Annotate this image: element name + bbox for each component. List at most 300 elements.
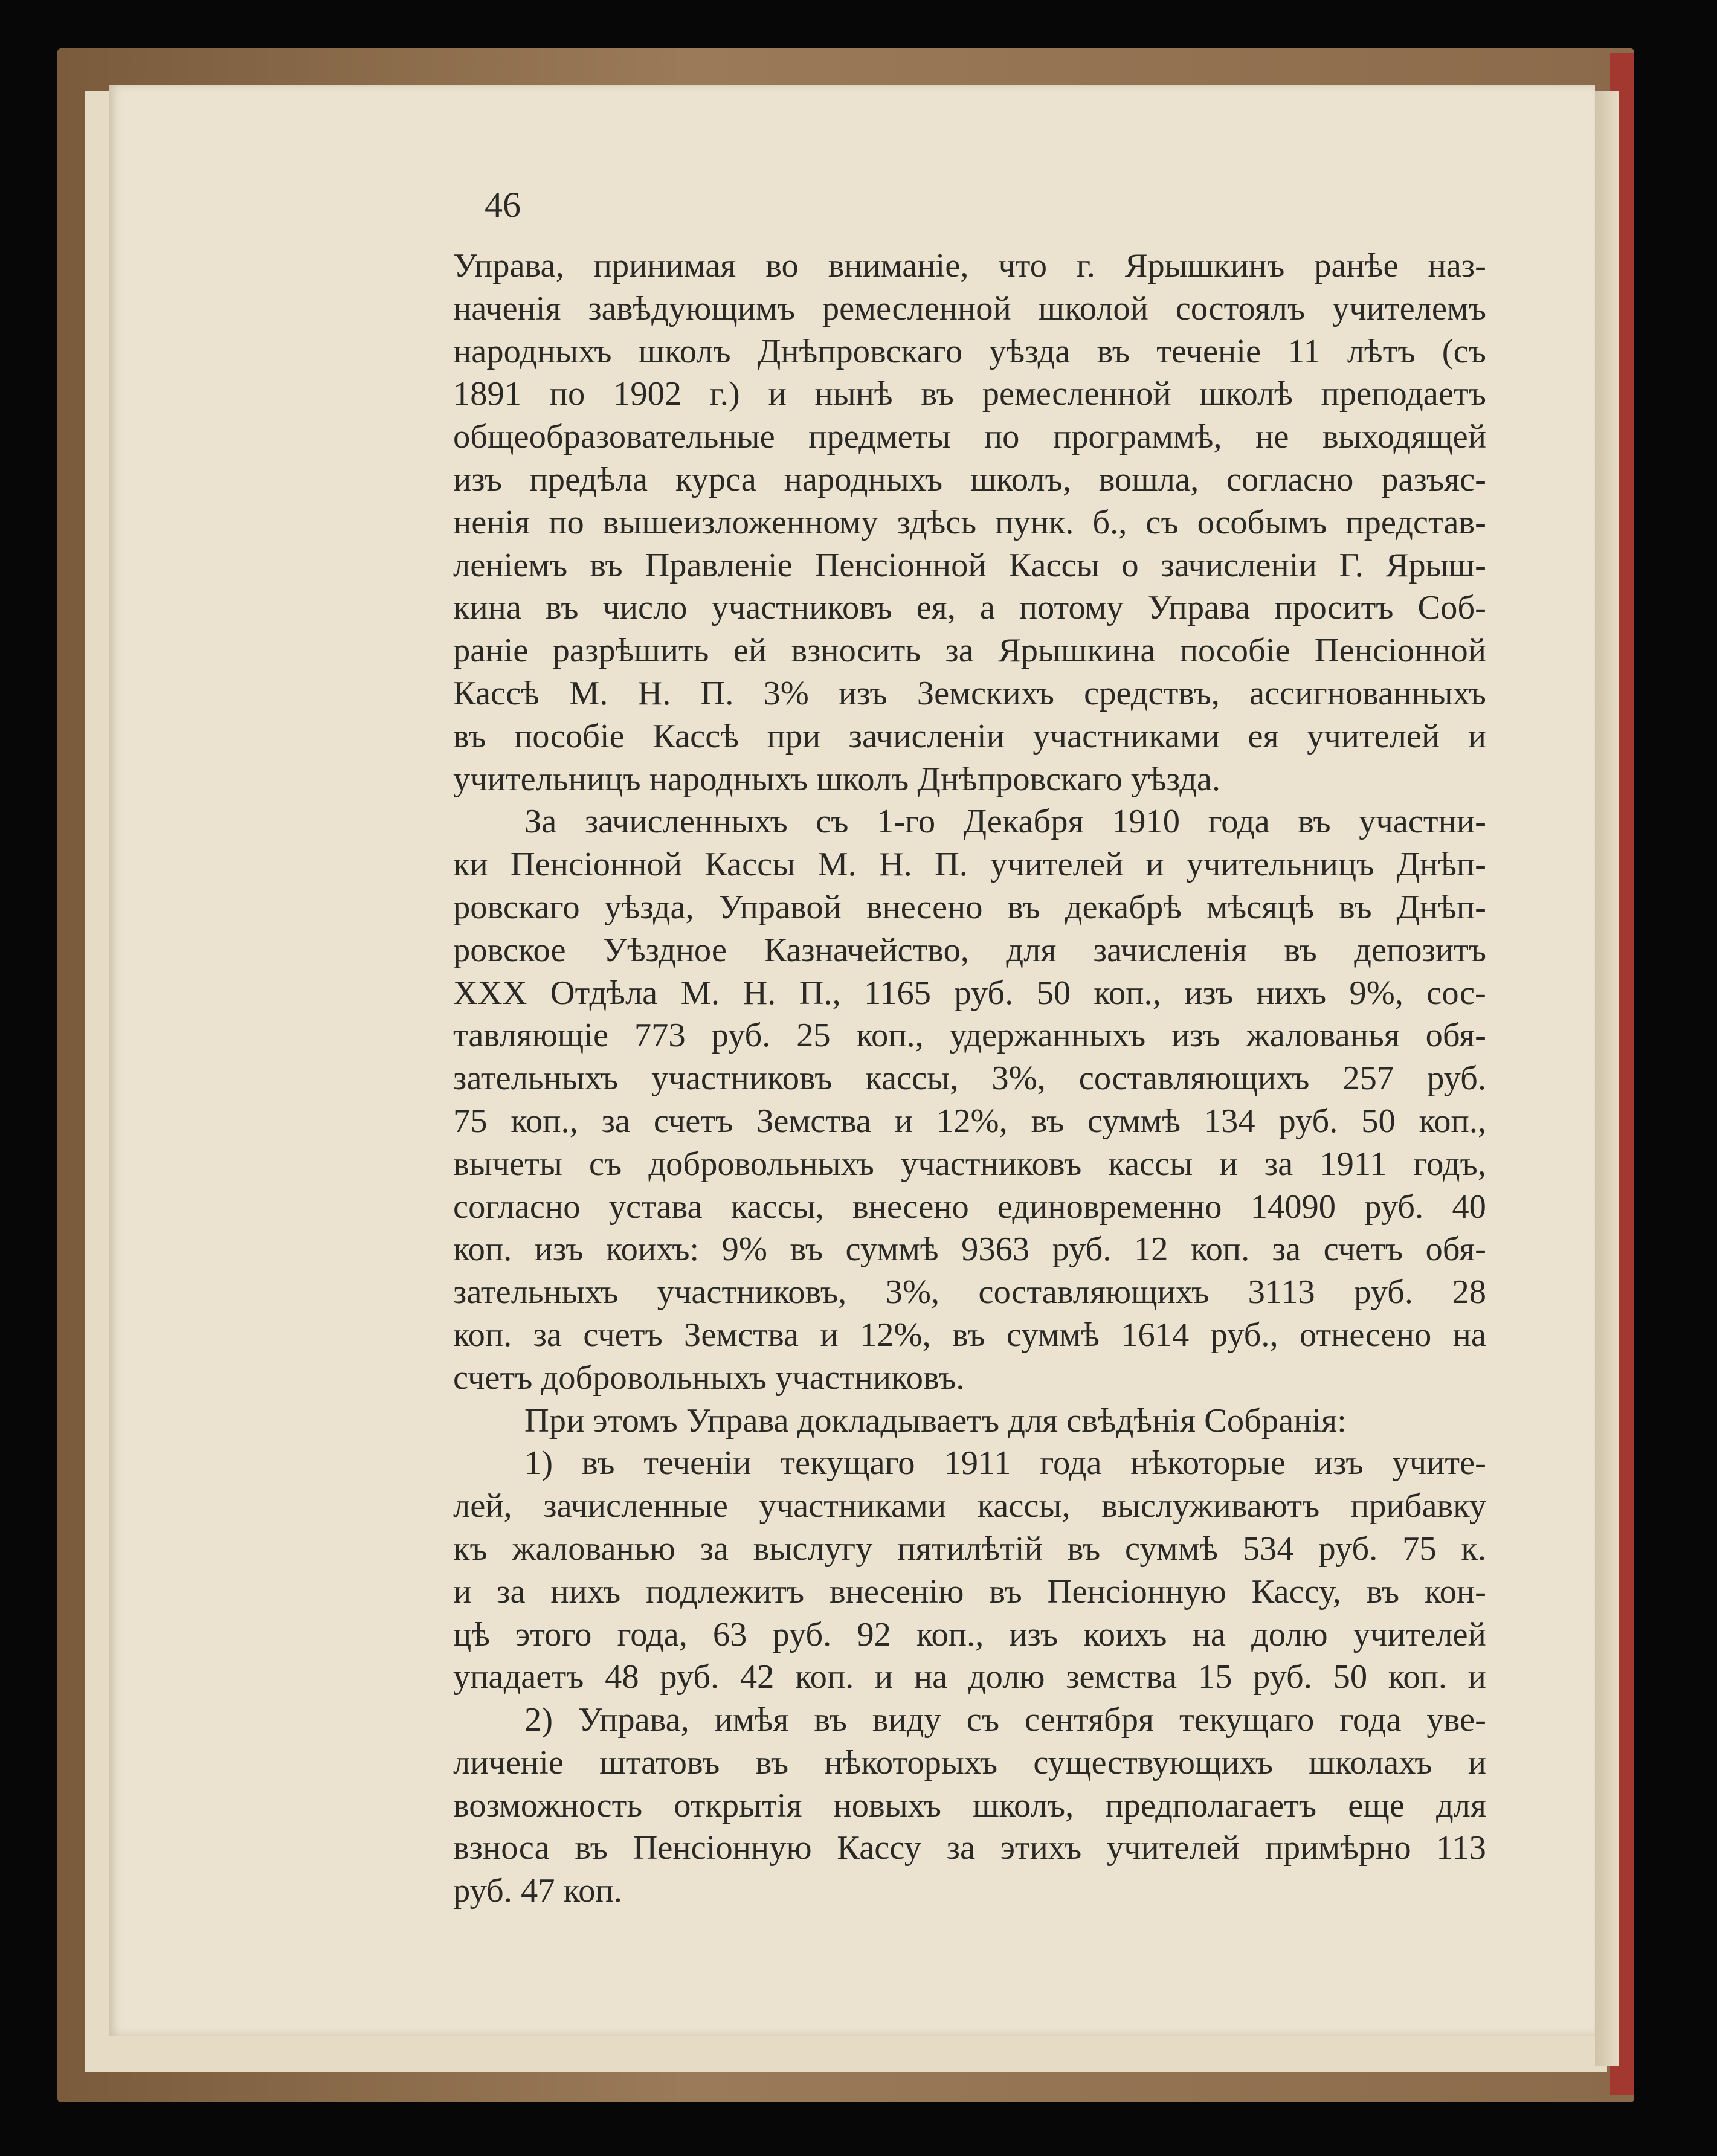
word: общеобразовательные: [453, 418, 775, 456]
word: теченіе: [1156, 332, 1261, 370]
word: школъ,: [970, 460, 1071, 498]
word: здѣсь: [897, 503, 977, 541]
word: ея: [1248, 717, 1279, 755]
word: зачисленіи: [848, 717, 1005, 755]
word: 1902: [613, 375, 682, 413]
text-line: [453, 1271, 1486, 1314]
text-line: [453, 1014, 1486, 1057]
word: предметы: [808, 418, 951, 456]
word: Управой: [718, 888, 842, 926]
word: руб.: [954, 974, 1014, 1012]
word: нѣкоторыхъ: [824, 1743, 998, 1781]
text-line: [453, 416, 1486, 459]
word: школъ: [638, 332, 731, 370]
word: проситъ: [1274, 589, 1394, 627]
word: (съ: [1442, 332, 1486, 370]
word: 48: [605, 1658, 639, 1696]
word: П.,: [799, 974, 841, 1012]
word: зательныхъ: [453, 1060, 619, 1098]
word: коп.,: [856, 1017, 924, 1055]
word: разъяс-: [1381, 460, 1486, 498]
word: 134: [1203, 1102, 1255, 1140]
body-text: [453, 245, 1486, 1913]
word: Уѣздное: [602, 931, 727, 969]
word: Пенсіонной: [510, 846, 682, 884]
text-line: [453, 587, 1486, 629]
word: суммѣ: [1087, 1102, 1181, 1140]
word: по: [549, 503, 584, 541]
word: суммѣ: [845, 1231, 939, 1269]
word: въ: [1007, 888, 1040, 926]
word: долю: [1251, 1615, 1328, 1653]
text-line: [453, 1186, 1486, 1229]
word: М.: [817, 846, 857, 884]
word: удержанныхъ: [949, 1017, 1146, 1055]
word: согласно: [453, 1188, 581, 1226]
word: 42: [739, 1658, 775, 1696]
word: руб.: [1253, 1658, 1312, 1696]
word: лѣтъ: [1347, 332, 1416, 370]
word: 50: [1333, 1658, 1368, 1696]
word: зательныхъ: [453, 1273, 619, 1311]
word: жалованью: [512, 1530, 675, 1568]
text-line: [453, 288, 1486, 330]
word: за: [533, 1316, 562, 1354]
word: и: [1219, 1145, 1238, 1183]
word: съ: [1145, 503, 1179, 541]
word: подлежитъ: [646, 1572, 805, 1611]
word: народныхъ: [784, 460, 943, 498]
word: число: [602, 589, 688, 627]
word: выслуживаютъ: [1101, 1487, 1320, 1525]
word: возможность: [453, 1786, 643, 1824]
word: коп.: [563, 1872, 622, 1910]
text-line: [453, 800, 1486, 843]
word: особымъ: [1197, 503, 1327, 541]
word: цѣ: [453, 1615, 490, 1653]
word: Днѣп-: [1396, 846, 1486, 884]
word: Управа: [686, 1401, 797, 1440]
word: во: [765, 247, 799, 285]
word: Кассѣ: [453, 674, 540, 712]
word: пособіе: [514, 717, 625, 755]
word: Собранія:: [1204, 1401, 1347, 1440]
word: счетъ: [583, 1316, 663, 1354]
word: въ: [755, 1743, 789, 1781]
word: Кассу,: [1251, 1572, 1341, 1611]
word: не: [1255, 418, 1289, 456]
word: Кассы: [704, 846, 796, 884]
word: единовременно: [997, 1188, 1222, 1226]
word: текущаго: [1179, 1701, 1315, 1739]
word: сентября: [1025, 1701, 1155, 1739]
text-line: [453, 1057, 1486, 1100]
word: и: [453, 1572, 472, 1611]
word: 12%,: [936, 1102, 1008, 1140]
word: изъ: [534, 1231, 584, 1269]
word: въ: [814, 1701, 847, 1739]
word: зачисленныхъ: [584, 803, 788, 841]
word: 9363: [961, 1231, 1030, 1269]
word: руб.,: [1210, 1316, 1278, 1354]
word: новыхъ: [833, 1786, 941, 1824]
word: 1910: [1111, 803, 1180, 841]
word: за: [945, 632, 974, 670]
word: отнесено: [1299, 1316, 1432, 1354]
word: года,: [617, 1615, 688, 1653]
word: ей: [733, 632, 767, 670]
word: участниковъ: [711, 589, 892, 627]
word: нынѣ: [814, 375, 893, 413]
word: Ярыш-: [1385, 546, 1486, 584]
word: нихъ: [550, 1572, 621, 1611]
word: уѣзда.: [1130, 760, 1221, 798]
text-line: [453, 1528, 1486, 1571]
word: раніе: [453, 632, 529, 670]
word: прибавку: [1350, 1487, 1486, 1525]
word: 1614: [1121, 1316, 1190, 1354]
word: Пенсіонной: [1314, 632, 1486, 670]
word: руб.: [772, 1615, 832, 1653]
word: въ: [952, 1316, 985, 1354]
word: изъ: [1314, 1444, 1364, 1482]
text-line: [453, 1870, 1486, 1913]
word: долю: [968, 1658, 1045, 1696]
text-line: [453, 1143, 1486, 1186]
word: Земства: [684, 1316, 799, 1354]
word: 12: [1133, 1231, 1168, 1269]
word: въ: [1284, 931, 1317, 969]
word: коп.: [453, 1316, 512, 1354]
word: ровское: [453, 931, 566, 969]
text-line: [453, 1100, 1486, 1143]
word: ненія: [453, 503, 530, 541]
word: по: [549, 375, 585, 413]
word: 50: [1361, 1102, 1396, 1140]
word: за: [601, 1102, 630, 1140]
text-line: [453, 544, 1486, 587]
page-number: 46: [485, 185, 521, 225]
word: 257: [1342, 1060, 1394, 1098]
word: въ: [581, 1444, 615, 1482]
word: этихъ: [1000, 1829, 1082, 1867]
word: зачисленные: [543, 1487, 728, 1525]
word: программѣ,: [1053, 418, 1222, 456]
word: въ: [1097, 332, 1130, 370]
text-line: [453, 459, 1486, 501]
word: въ: [1298, 803, 1331, 841]
word: 3%,: [885, 1273, 940, 1311]
word: вышеизложенному: [602, 503, 878, 541]
word: зачисленія: [1093, 931, 1247, 969]
word: участниковъ: [651, 1060, 833, 1098]
word: на: [1452, 1316, 1486, 1354]
word: 14090: [1250, 1188, 1336, 1226]
word: Земства: [756, 1102, 872, 1140]
word: коп.,: [916, 1615, 984, 1653]
word: кассы,: [730, 1188, 824, 1226]
word: Кассу: [837, 1829, 921, 1867]
word: руб.: [1427, 1060, 1486, 1098]
word: Г.: [1339, 546, 1364, 584]
word: 1891: [453, 375, 521, 413]
word: Днѣпровскаго: [757, 332, 963, 370]
word: изъ: [1009, 1615, 1058, 1653]
word: Управа,: [578, 1701, 689, 1739]
facing-page-edge: [1595, 91, 1619, 2066]
word: школахъ: [1309, 1743, 1432, 1781]
word: суммѣ: [1006, 1316, 1100, 1354]
word: учителей: [1353, 1615, 1486, 1653]
word: наченія: [453, 289, 561, 327]
word: составляющихъ: [978, 1273, 1210, 1311]
word: взносить: [791, 632, 921, 670]
word: обя-: [1425, 1231, 1486, 1269]
word: 12%,: [859, 1316, 931, 1354]
word: штатовъ: [599, 1743, 720, 1781]
text-line: [453, 501, 1486, 544]
word: завѣдующимъ: [588, 289, 796, 327]
word: 3113: [1248, 1273, 1315, 1311]
word: и: [1145, 846, 1164, 884]
word: и: [1467, 1743, 1486, 1781]
word: коп.,: [1094, 974, 1161, 1012]
word: участниковъ,: [657, 1273, 847, 1311]
word: и: [894, 1102, 913, 1140]
word: еще: [1348, 1786, 1405, 1824]
word: виду: [872, 1701, 941, 1739]
word: народныхъ: [649, 760, 817, 798]
text-line: [453, 1827, 1486, 1870]
word: руб.: [1318, 1530, 1378, 1568]
word: счетъ: [453, 1359, 541, 1397]
word: коп.: [453, 1231, 512, 1269]
word: въ: [1031, 1102, 1065, 1140]
word: въ: [989, 1572, 1022, 1611]
word: коихъ:: [606, 1231, 700, 1269]
word: учительницъ: [453, 760, 649, 798]
word: 534: [1242, 1530, 1294, 1568]
word: а: [979, 589, 995, 627]
word: и: [1467, 1658, 1486, 1696]
word: разрѣшить: [552, 632, 709, 670]
word: учителей: [1307, 717, 1440, 755]
word: школѣ: [1199, 375, 1293, 413]
word: 75: [453, 1102, 488, 1140]
word: года: [1040, 1444, 1102, 1482]
word: школой: [1038, 289, 1148, 327]
word: этого: [515, 1615, 592, 1653]
word: открытія: [674, 1786, 802, 1824]
word: П.: [934, 846, 968, 884]
word: 28: [1452, 1273, 1486, 1311]
word: изъ: [1171, 1017, 1220, 1055]
word: годъ,: [1413, 1145, 1486, 1183]
word: свѣдѣнія: [1066, 1401, 1205, 1440]
word: 25: [796, 1017, 831, 1055]
word: изъ: [838, 674, 887, 712]
text-line: [453, 1571, 1486, 1614]
word: Управа: [1147, 589, 1251, 627]
word: внесено: [852, 1188, 969, 1226]
word: ассигнованныхъ: [1249, 674, 1486, 712]
word: учителемъ: [1332, 289, 1486, 327]
text-line: [453, 715, 1486, 758]
word: средствъ,: [1084, 674, 1220, 712]
word: б.,: [1092, 503, 1127, 541]
word: съ: [588, 1145, 622, 1183]
text-line: [453, 1614, 1486, 1656]
word: за: [700, 1530, 729, 1568]
word: нѣкоторые: [1130, 1444, 1286, 1482]
word: вниманіе,: [828, 247, 969, 285]
word: устава: [608, 1188, 703, 1226]
word: этомъ: [593, 1401, 686, 1440]
text-line: [453, 1442, 1486, 1485]
word: Казначейство,: [764, 931, 969, 969]
word: въ: [1366, 1572, 1400, 1611]
word: руб.: [453, 1872, 521, 1910]
text-line: [453, 886, 1486, 929]
word: руб.: [1278, 1102, 1338, 1140]
word: имѣя: [714, 1701, 789, 1739]
word: для: [1436, 1786, 1486, 1824]
word: коп.: [1191, 1231, 1250, 1269]
word: курса: [675, 460, 756, 498]
word: представ-: [1345, 503, 1486, 541]
word: Пенсіонной: [814, 546, 987, 584]
word: внесенію: [830, 1572, 964, 1611]
word: 1-го: [876, 803, 936, 841]
word: состоялъ: [1175, 289, 1306, 327]
word: 1): [524, 1444, 553, 1482]
word: 63: [712, 1615, 747, 1653]
word: вычеты: [453, 1145, 562, 1183]
word: 40: [1452, 1188, 1486, 1226]
word: учителей: [990, 846, 1124, 884]
word: пунк.: [995, 503, 1074, 541]
word: текущаго: [780, 1444, 915, 1482]
word: внесено: [866, 888, 983, 926]
word: ремесленной: [982, 375, 1171, 413]
word: жалованья: [1246, 1017, 1400, 1055]
word: сос-: [1426, 974, 1486, 1012]
word: за: [946, 1829, 976, 1867]
word: Управа,: [453, 247, 564, 285]
word: 9%: [721, 1231, 767, 1269]
word: коп.,: [1419, 1102, 1486, 1140]
word: участниковъ: [901, 1145, 1082, 1183]
text-line: [453, 1485, 1486, 1528]
word: ровскаго: [453, 888, 580, 926]
word: согласно: [1226, 460, 1354, 498]
word: на: [913, 1658, 948, 1696]
word: зачисленіи: [1161, 546, 1317, 584]
word: За: [524, 803, 557, 841]
word: г.: [1076, 247, 1095, 285]
word: выходящей: [1322, 418, 1486, 456]
word: за: [1264, 1145, 1293, 1183]
word: участниками: [1032, 717, 1220, 755]
word: земства: [1066, 1658, 1177, 1696]
word: принимая: [593, 247, 736, 285]
text-line: [453, 972, 1486, 1015]
word: упадаетъ: [453, 1658, 584, 1696]
word: добровольныхъ: [541, 1359, 776, 1397]
text-line: [453, 245, 1486, 288]
word: Земскихъ: [916, 674, 1055, 712]
word: коп.,: [511, 1102, 578, 1140]
word: въ: [453, 717, 486, 755]
word: Кассы: [1008, 546, 1100, 584]
word: при: [767, 717, 821, 755]
word: Пенсіонную: [633, 1829, 812, 1867]
word: Днѣпровскаго: [917, 760, 1131, 798]
word: теченіи: [643, 1444, 752, 1482]
word: нихъ: [1256, 974, 1327, 1012]
word: преподаетъ: [1321, 375, 1486, 413]
word: по: [984, 418, 1020, 456]
word: пятилѣтій: [897, 1530, 1043, 1568]
word: за: [497, 1572, 526, 1611]
word: наз-: [1428, 247, 1486, 285]
word: М.: [680, 974, 720, 1012]
word: въ: [1067, 1530, 1101, 1568]
word: пособіе: [1179, 632, 1290, 670]
word: ремесленной: [822, 289, 1011, 327]
word: уве-: [1426, 1701, 1486, 1739]
word: въ: [590, 546, 623, 584]
word: 113: [1436, 1829, 1486, 1867]
word: коихъ: [1083, 1615, 1167, 1653]
word: коп.: [1388, 1658, 1447, 1696]
word: обя-: [1425, 1017, 1486, 1055]
text-line: [453, 843, 1486, 886]
word: ея,: [916, 589, 956, 627]
word: 1911: [1319, 1145, 1387, 1183]
word: руб.: [711, 1017, 771, 1055]
word: примѣрно: [1264, 1829, 1411, 1867]
word: предполагаетъ: [1105, 1786, 1317, 1824]
word: к.: [1461, 1530, 1486, 1568]
word: въ: [575, 1829, 608, 1867]
text-line: [453, 629, 1486, 672]
word: о: [1121, 546, 1139, 584]
word: кина: [453, 589, 521, 627]
word: съ: [816, 803, 849, 841]
word: существующихъ: [1033, 1743, 1274, 1781]
word: тавляющіе: [453, 1017, 609, 1055]
word: учительницъ: [1186, 846, 1374, 884]
word: участни-: [1359, 803, 1486, 841]
word: Днѣп-: [1396, 888, 1486, 926]
word: мѣсяцѣ: [1206, 888, 1315, 926]
text-line: [453, 758, 1486, 801]
word: кассы: [1108, 1145, 1193, 1183]
word: XXX: [453, 974, 527, 1012]
word: и: [874, 1658, 894, 1696]
text-line: [453, 1742, 1486, 1784]
word: 1165: [864, 974, 931, 1012]
word: руб.: [1354, 1273, 1413, 1311]
word: вошла,: [1098, 460, 1199, 498]
text-line: [453, 1228, 1486, 1271]
word: ранѣе: [1314, 247, 1399, 285]
word: счетъ: [653, 1102, 733, 1140]
word: изъ: [453, 460, 502, 498]
word: руб.: [660, 1658, 720, 1696]
word: Правленіе: [645, 546, 793, 584]
